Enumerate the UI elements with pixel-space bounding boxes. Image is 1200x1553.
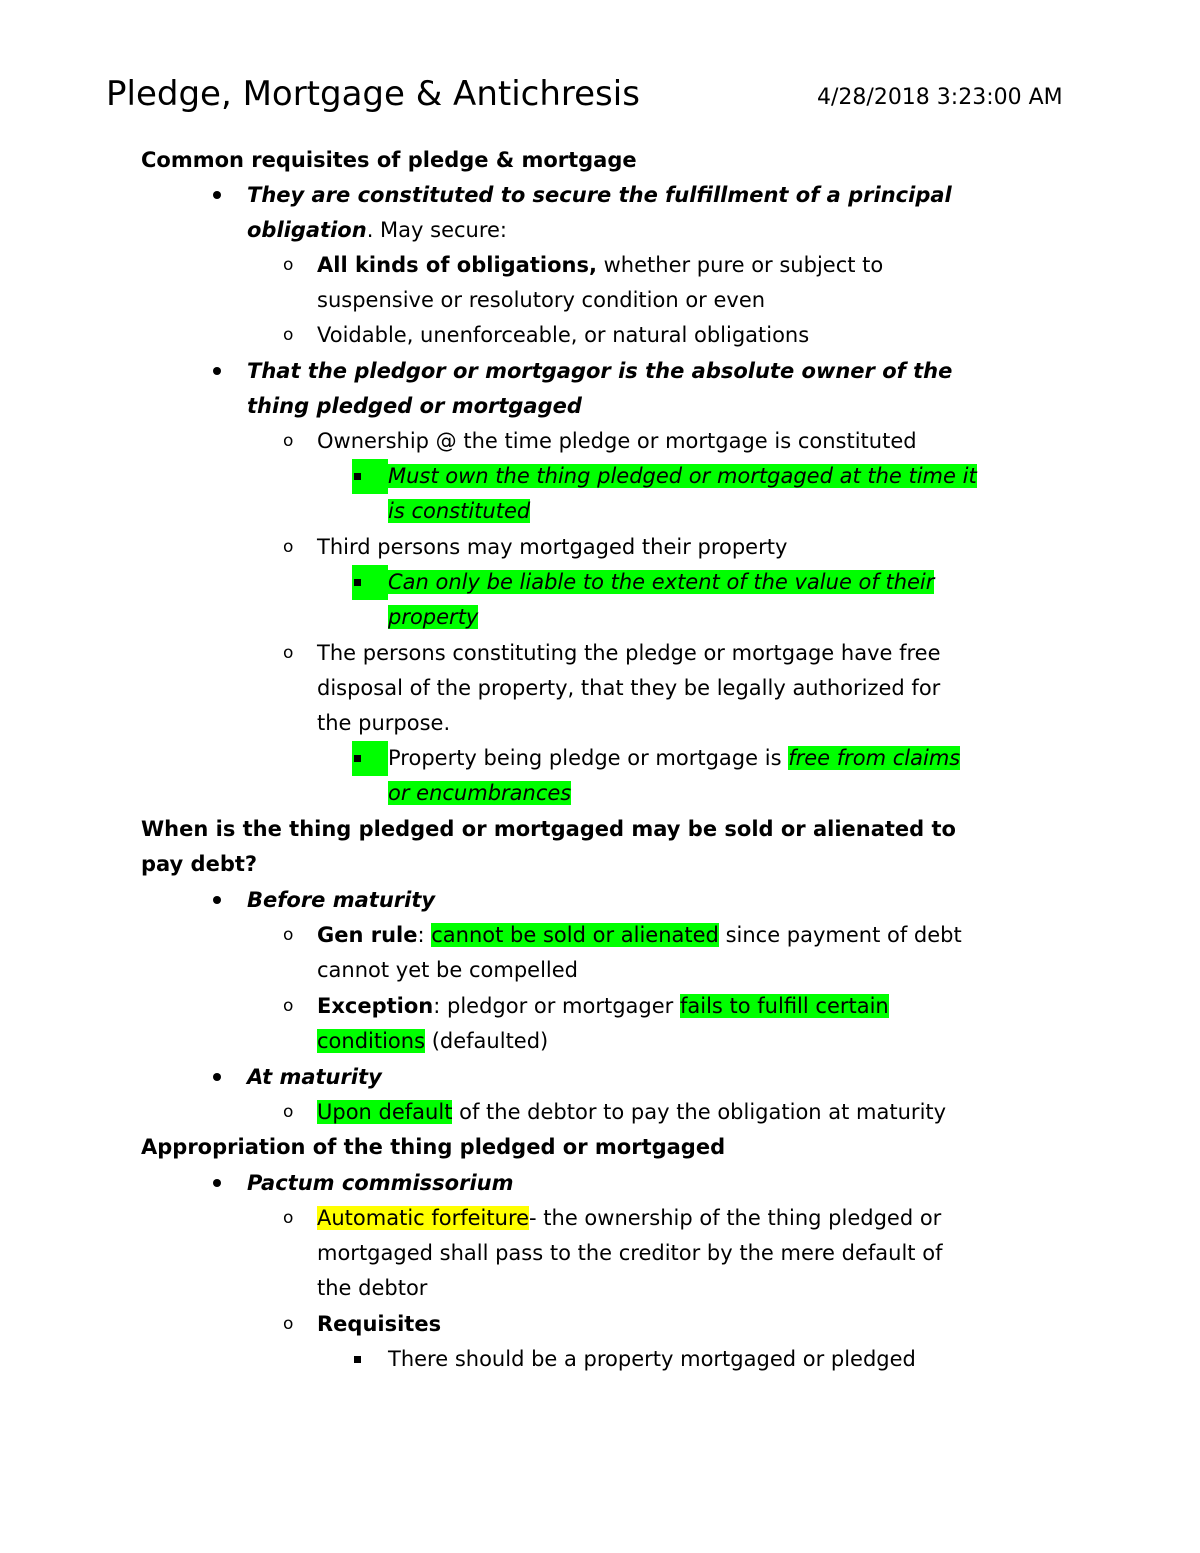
bullet-circle-icon: o — [283, 925, 294, 945]
bullet-disc-icon — [213, 1179, 221, 1187]
bullet-square-icon — [354, 755, 361, 762]
highlighted-text: fails to fulfill certain — [679, 994, 889, 1018]
list-item-text — [317, 248, 883, 283]
list-item-text: The persons constituting the pledge or mortgage have free — [317, 641, 941, 665]
highlighted-text: or encumbrances — [388, 781, 572, 805]
bullet-circle-icon: o — [283, 325, 294, 345]
list-item-text — [317, 989, 889, 1024]
bullet-circle-icon: o — [283, 643, 294, 663]
plain-text: whether pure or subject to — [596, 253, 884, 277]
plain-text: since payment of debt — [718, 923, 962, 947]
list-item-text: the debtor — [317, 1276, 428, 1300]
list-item-text — [388, 776, 571, 811]
bullet-circle-icon: o — [283, 1314, 294, 1334]
bullet-disc-icon — [213, 367, 221, 375]
bullet-circle-icon: o — [283, 537, 294, 557]
list-item-text: cannot yet be compelled — [317, 958, 578, 982]
plain-text: : pledgor or mortgager — [433, 994, 680, 1018]
bullet-disc-icon — [213, 191, 221, 199]
list-item-text: the purpose. — [317, 711, 451, 735]
section-heading-when-sold: When is the thing pledged or mortgaged may be sold or alienated to — [141, 817, 956, 841]
list-item-text: mortgaged shall pass to the creditor by the mere default of — [317, 1241, 943, 1265]
document-title: Pledge, Mortgage & Antichresis — [106, 74, 640, 114]
bullet-square-icon — [354, 473, 361, 480]
plain-text: Property being pledge or mortgage is — [388, 746, 789, 770]
list-item-text: thing pledged or mortgaged — [247, 394, 582, 418]
bullet-circle-icon: o — [283, 255, 294, 275]
list-item-text — [388, 565, 934, 600]
plain-text: : — [417, 923, 432, 947]
section-heading-common-requisites: Common requisites of pledge & mortgage — [141, 148, 637, 172]
plain-text: (defaulted) — [425, 1029, 549, 1053]
bullet-square-icon — [354, 579, 361, 586]
list-item-text: suspensive or resolutory condition or even — [317, 288, 766, 312]
plain-text: - the ownership of the thing pledged or — [529, 1206, 942, 1230]
list-item-text: At maturity — [247, 1065, 382, 1089]
list-item-text — [388, 600, 478, 635]
list-item-text: Third persons may mortgaged their property — [317, 535, 788, 559]
bullet-disc-icon — [213, 896, 221, 904]
highlighted-text: property — [388, 605, 479, 629]
section-heading-appropriation: Appropriation of the thing pledged or mortgaged — [141, 1135, 726, 1159]
list-item-text: Ownership @ the time pledge or mortgage is constituted — [317, 429, 917, 453]
emphasis-text: obligation — [247, 218, 367, 242]
list-item-text — [388, 459, 977, 494]
list-item-text: That the pledgor or mortgagor is the absolute owner of the — [247, 359, 953, 383]
list-item-text: disposal of the property, that they be legally authorized for — [317, 676, 941, 700]
highlighted-text: Upon default — [317, 1100, 453, 1124]
list-item-text — [388, 494, 530, 529]
highlighted-text: is constituted — [388, 499, 531, 523]
bullet-circle-icon: o — [283, 996, 294, 1016]
highlighted-text: free from claims — [788, 746, 961, 770]
highlighted-text: cannot be sold or alienated — [431, 923, 719, 947]
list-item-text: They are constituted to secure the fulfillment of a principal — [247, 183, 952, 207]
list-item-text: Voidable, unenforceable, or natural obligations — [317, 323, 810, 347]
document-timestamp: 4/28/2018 3:23:00 AM — [817, 85, 1063, 110]
list-item-text — [317, 918, 962, 953]
list-item-text — [317, 1095, 946, 1130]
list-item-text: There should be a property mortgaged or pledged — [388, 1347, 916, 1371]
bullet-disc-icon — [213, 1073, 221, 1081]
highlighted-text: conditions — [317, 1029, 426, 1053]
bullet-circle-icon: o — [283, 1102, 294, 1122]
list-item-text — [388, 741, 960, 776]
section-heading-when-sold: pay debt? — [141, 852, 258, 876]
highlighted-text: Can only be liable to the extent of the value of their — [388, 570, 935, 594]
list-item-text — [247, 213, 507, 248]
list-item-text: Pactum commissorium — [247, 1171, 514, 1195]
bullet-square-icon — [354, 1356, 361, 1363]
plain-text: . May secure: — [366, 218, 508, 242]
bullet-circle-icon: o — [283, 1208, 294, 1228]
bullet-circle-icon: o — [283, 431, 294, 451]
bold-text: All kinds of obligations, — [317, 253, 597, 277]
bold-text: Gen rule — [317, 923, 418, 947]
list-item-text: Before maturity — [247, 888, 436, 912]
list-item-text: Requisites — [317, 1312, 442, 1336]
plain-text: of the debtor to pay the obligation at maturity — [452, 1100, 947, 1124]
bold-text: Exception — [317, 994, 434, 1018]
list-item-text — [317, 1024, 548, 1059]
highlighted-text: Automatic forfeiture — [317, 1206, 530, 1230]
highlighted-text: Must own the thing pledged or mortgaged at the time it — [388, 464, 977, 488]
list-item-text — [317, 1201, 941, 1236]
